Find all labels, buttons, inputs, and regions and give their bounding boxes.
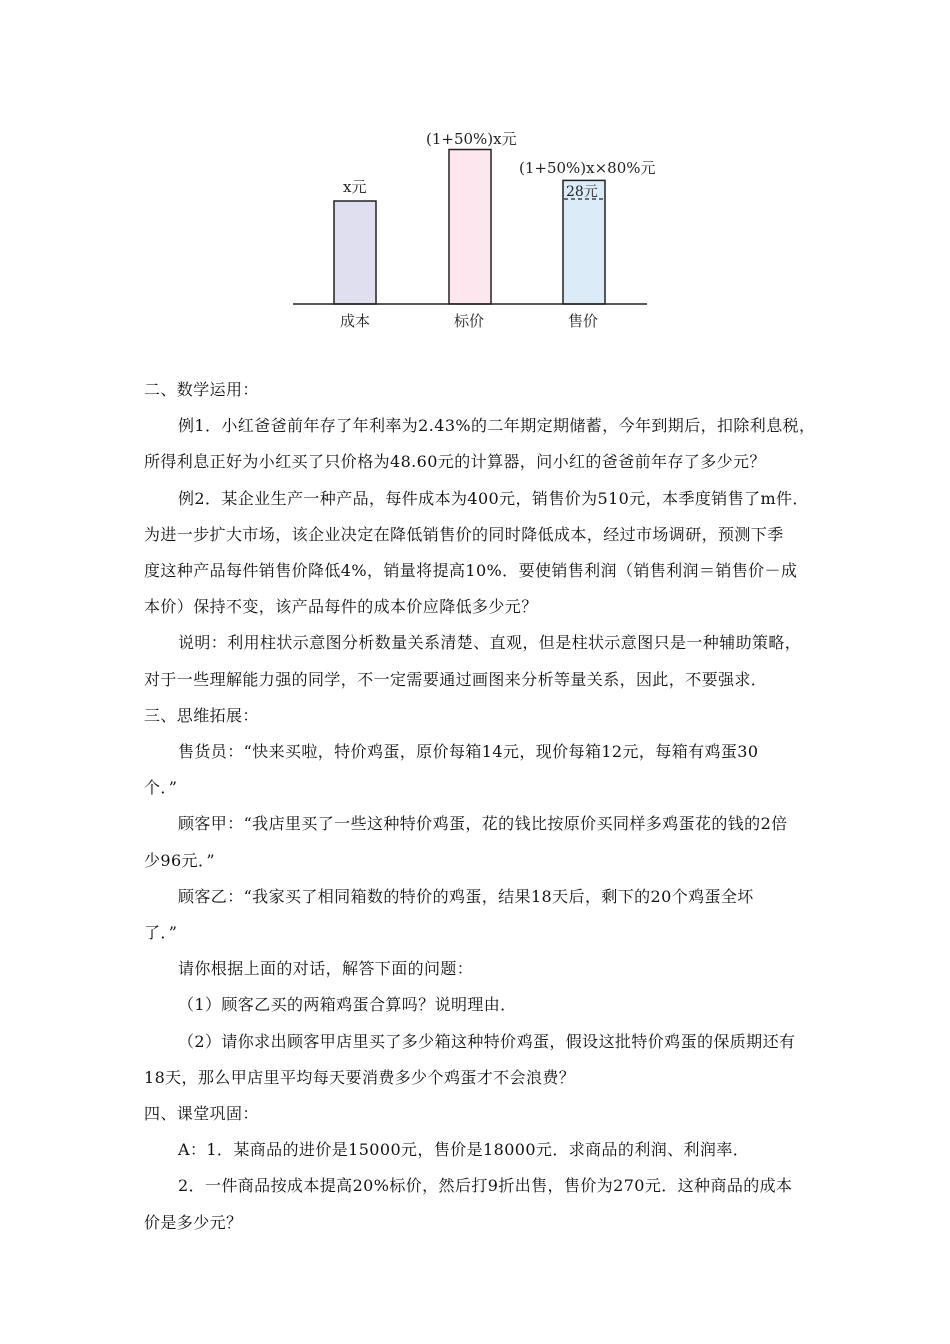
example-2-line-4: 本价）保持不变，该产品每件的成本价应降低多少元？ [144,597,538,617]
exercise-a1: A：1．某商品的进价是15000元，售价是18000元．求商品的利润、利润率． [178,1140,750,1160]
example-2-line-3: 度这种产品每件销售价降低4%，销量将提高10%．要使销售利润（销售利润＝销售价－成 [144,561,798,581]
note-line-2: 对于一些理解能力强的同学，不一定需要通过画图来分析等量关系，因此，不要强求． [144,669,768,689]
bar-label-cost: x元 [343,178,367,196]
seller-line-2: 个．” [144,778,178,798]
section-title-thinking-extension: 三、思维拓展： [144,705,259,725]
customer-a-line-1: 顾客甲：“我店里买了一些这种特价鸡蛋，花的钱比按原价买同样多鸡蛋花的钱的2倍 [178,814,788,834]
category-label-cost: 成本 [340,312,371,330]
bar-cost [334,201,376,304]
annotation-28-yuan: 28元 [566,184,598,200]
section-title-class-consolidation: 四、课堂巩固： [144,1104,259,1124]
document-body [144,372,816,1241]
category-label-list-price: 标价 [454,312,485,330]
customer-b-line-2: 了．” [144,923,178,943]
bar-diagram [0,0,950,350]
instruction-line: 请你根据上面的对话，解答下面的问题： [178,959,474,979]
bar-chart-svg [0,0,950,350]
seller-line-1: 售货员：“快来买啦，特价鸡蛋，原价每箱14元，现价每箱12元，每箱有鸡蛋30 [178,742,759,762]
exercise-a2-line-2: 价是多少元？ [144,1212,243,1232]
bar-label-list-price: (1+50%)x元 [426,130,517,148]
category-label-sale-price: 售价 [568,312,599,330]
question-2-line-1: （2）请你求出顾客甲店里买了多少箱这种特价鸡蛋，假设这批特价鸡蛋的保质期还有 [178,1031,796,1051]
customer-b-line-1: 顾客乙：“我家买了相同箱数的特价的鸡蛋，结果18天后，剩下的20个鸡蛋全坏 [178,886,754,906]
example-2-line-2: 为进一步扩大市场，该企业决定在降低销售价的同时降低成本，经过市场调研，预测下季 [144,524,784,544]
bar-label-sale-price: (1+50%)x×80%元 [519,159,656,177]
customer-a-line-2: 少96元．” [144,850,215,870]
section-title-math-application: 二、数学运用： [144,380,259,399]
example-1-line-1: 例1．小红爸爸前年存了年利率为2.43%的二年期定期储蓄，今年到期后，扣除利息税， [178,416,816,436]
bar-list-price [449,150,491,305]
example-2-line-1: 例2．某企业生产一种产品，每件成本为400元，销售价为510元，本季度销售了m件． [178,488,809,508]
question-1: （1）顾客乙买的两箱鸡蛋合算吗？说明理由． [178,995,517,1015]
exercise-a2-line-1: 2．一件商品按成本提高20%标价，然后打9折出售，售价为270元．这种商品的成本 [178,1176,793,1196]
note-line-1: 说明：利用柱状示意图分析数量关系清楚、直观，但是柱状示意图只是一种辅助策略， [178,633,802,653]
example-1-line-2: 所得利息正好为小红买了只价格为48.60元的计算器，问小红的爸爸前年存了多少元？ [144,452,766,472]
question-2-line-2: 18天，那么甲店里平均每天要消费多少个鸡蛋才不会浪费？ [144,1067,576,1087]
